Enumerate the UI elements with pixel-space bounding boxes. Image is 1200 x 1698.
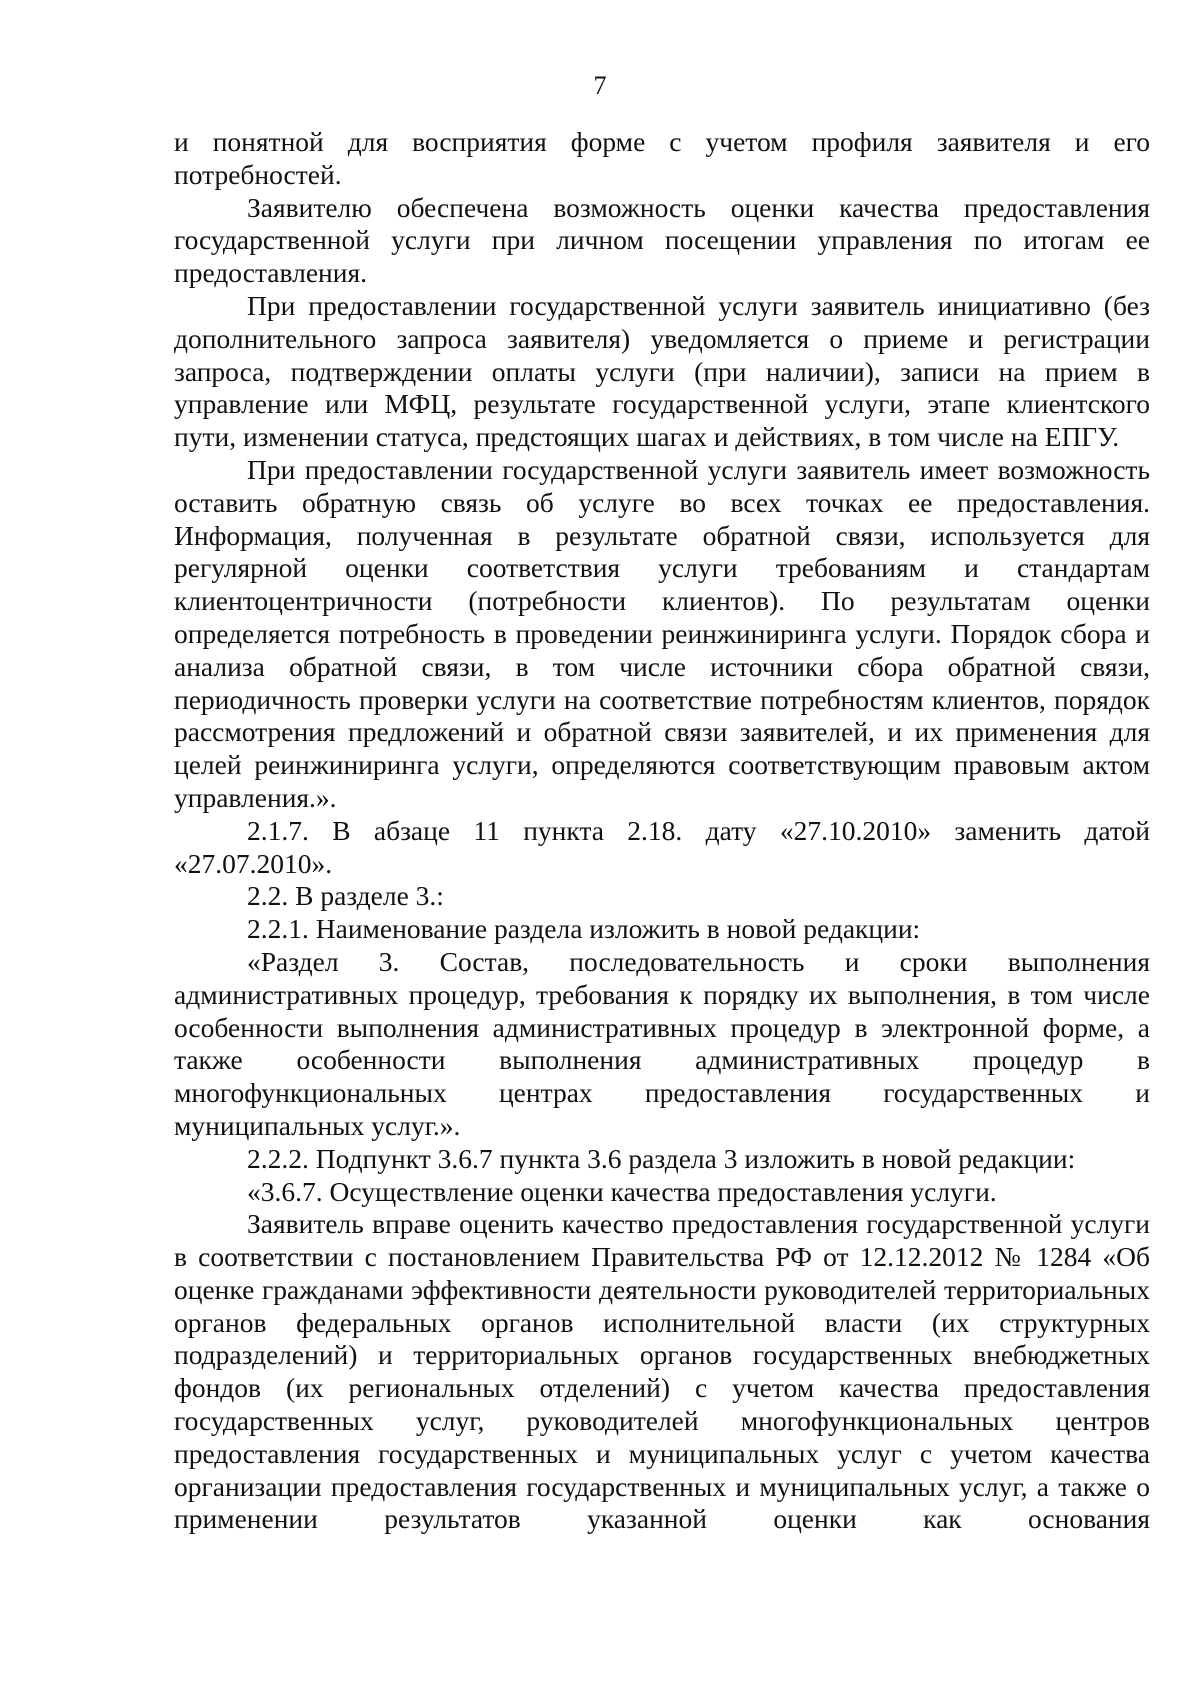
paragraph: 2.2.2. Подпункт 3.6.7 пункта 3.6 раздела 3 изложить в новой редакции: bbox=[247, 1142, 1076, 1174]
paragraph: и понятной для восприятия форме с учетом профиля заявителя и его потребностей. bbox=[174, 126, 1150, 190]
paragraph: Заявителю обеспечена возможность оценки качества предоставления государственной услуги при личном посещении управления по итогам ее предоставления. bbox=[174, 191, 1150, 289]
paragraph: Заявитель вправе оценить качество предоставления государственной услуги в соответствии с постановлением Правительства РФ от 12.12.2012 № 1284 «Об оценке гражданами эффективности деятельности руководителей территориальных органов федеральных органов исполнительной власти (их структурных подразделений) и территориальных органов государственных внебюджетных фондов (их региональных отделений) с учетом качества предоставления государственных услуг, руководителей многофункциональных центров предоставления государственных и муниципальных услуг с учетом качества организации предоставления государственных и муниципальных услуг, а также о применении результатов указанной оценки как основания bbox=[174, 1208, 1150, 1535]
paragraph: «Раздел 3. Состав, последовательность и сроки выполнения административных процедур, требования к порядку их выполнения, в том числе особенности выполнения административных процедур в электронной форме, а также особенности выполнения административных процедур в многофункциональных центрах предоставления государственных и муниципальных услуг.». bbox=[174, 945, 1150, 1141]
paragraph: 2.2.1. Наименование раздела изложить в новой редакции: bbox=[247, 913, 921, 945]
paragraph: 2.2. В разделе 3.: bbox=[247, 880, 444, 912]
document-body bbox=[174, 126, 1150, 1536]
paragraph: «3.6.7. Осуществление оценки качества предоставления услуги. bbox=[247, 1175, 997, 1207]
paragraph: При предоставлении государственной услуги заявитель имеет возможность оставить обратную связь об услуге во всех точках ее предоставления. Информация, полученная в результате обратной связи, используется для регулярной оценки соответствия услуги требованиям и стандартам клиентоцентричности (потребности клиентов). По результатам оценки определяется потребность в проведении реинжиниринга услуги. Порядок сбора и анализа обратной связи, в том числе источники сбора обратной связи, периодичность проверки услуги на соответствие потребностям клиентов, порядок рассмотрения предложений и обратной связи заявителей, и их применения для целей реинжиниринга услуги, определяются соответствующим правовым актом управления.». bbox=[174, 453, 1150, 813]
paragraph: 2.1.7. В абзаце 11 пункта 2.18. дату «27.10.2010» заменить датой «27.07.2010». bbox=[174, 814, 1150, 879]
page-number: 7 bbox=[593, 71, 607, 100]
paragraph: При предоставлении государственной услуги заявитель инициативно (без дополнительного запроса заявителя) уведомляется о приеме и регистрации запроса, подтверждении оплаты услуги (при наличии), записи на прием в управление или МФЦ, результате государственной услуги, этапе клиентского пути, изменении статуса, предстоящих шагах и действиях, в том числе на ЕПГУ. bbox=[174, 289, 1150, 453]
